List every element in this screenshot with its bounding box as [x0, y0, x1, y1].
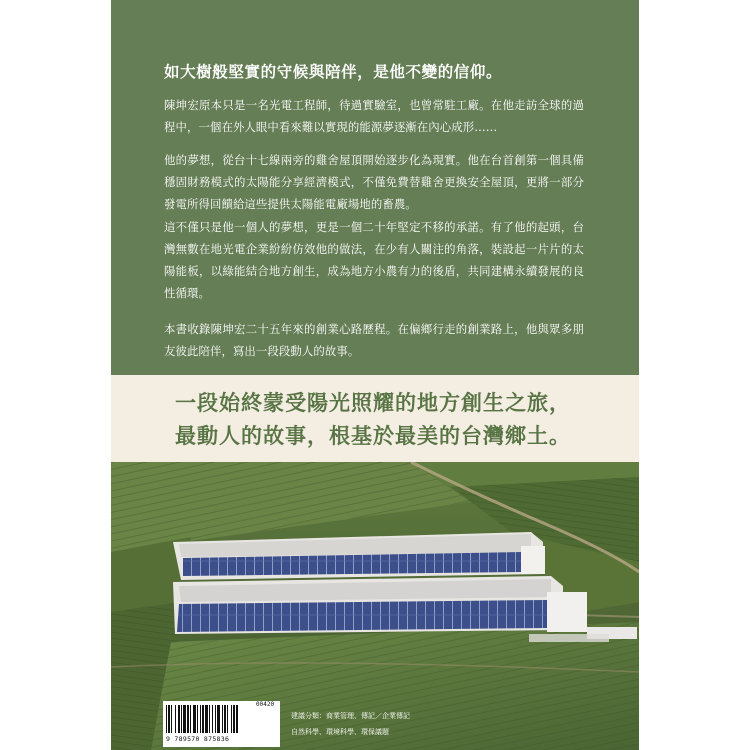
book-back-cover [111, 0, 639, 750]
barcode-price-code: 00420 [256, 701, 275, 708]
barcode-bars [166, 705, 266, 733]
isbn-number: 9 789570 875836 [166, 735, 230, 743]
synopsis-paragraph-4: 本書收錄陳坤宏二十五年來的創業心路歷程。在偏鄉行走的創業路上，他與眾多朋友彼此陪伴，寫出一段段動人的故事。 [164, 322, 584, 358]
isbn-barcode [163, 701, 280, 747]
classification-line-1: 建議分類：商業管理、傳記／企業傳記 [291, 712, 410, 720]
slogan-band [111, 375, 639, 462]
aerial-photo-solar-farm [111, 462, 639, 750]
synopsis-paragraph-1: 陳坤宏原本只是一名光電工程師，待過實驗室，也曾常駐工廠。在他走訪全球的過程中，一個在外人眼中看來難以實現的能源夢逐漸在內心成形…… [164, 98, 584, 134]
synopsis-paragraph-2: 他的夢想，從台十七線兩旁的雞舍屋頂開始逐步化為現實。他在台首創第一個具備穩固財務模式的太陽能分享經濟模式，不僅免費替雞舍更換安全屋頂，更將一部分發電所得回饋給這些提供太陽能電廠場地的畜農。 [164, 153, 584, 211]
slogan-line-2: 最動人的故事，根基於最美的台灣鄉土。 [175, 423, 571, 448]
slogan-line-1: 一段始終蒙受陽光照耀的地方創生之旅， [175, 390, 571, 415]
classification-line-2: 自然科學、環境科學、環保議題 [291, 728, 389, 736]
cover-headline: 如大樹般堅實的守候與陪伴，是他不變的信仰。 [164, 63, 503, 81]
synopsis-panel [111, 0, 639, 375]
synopsis-paragraph-3: 這不僅只是他一個人的夢想，更是一個二十年堅定不移的承諾。有了他的起頭，台灣無數在地光電企業紛紛仿效他的做法，在少有人關注的角落，裝設起一片片的太陽能板，以綠能結合地方創生，成為地方小農有力的後盾，共同建構永續發展的良性循環。 [164, 220, 584, 300]
barcode-bar [236, 705, 238, 733]
